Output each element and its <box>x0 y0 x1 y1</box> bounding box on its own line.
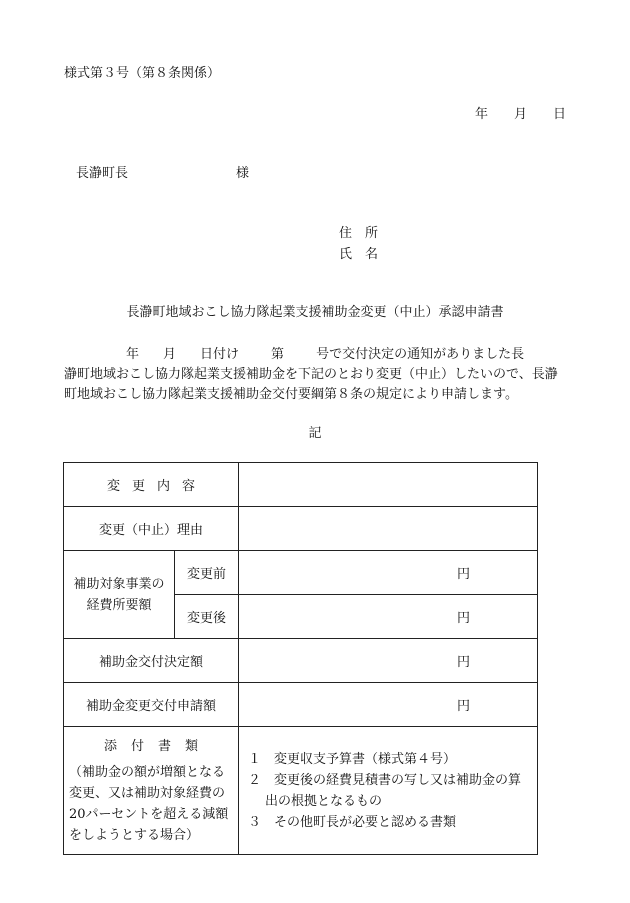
change-reason-label: 変更（中止）理由 <box>64 507 239 551</box>
yen-unit: 円 <box>456 655 470 670</box>
yen-unit: 円 <box>456 567 470 582</box>
attachment-item-1: １ 変更収支予算書（様式第４号） <box>248 751 457 767</box>
table-row <box>64 727 538 855</box>
subsidy-cost-label: 補助対象事業の 経費所要額 <box>64 551 175 639</box>
attachments-list <box>239 727 538 855</box>
addressee-suffix: 様 <box>236 166 250 181</box>
attachments-note-3: 20パーセントを超える減額 <box>69 807 229 822</box>
body-dated: 日付け <box>200 347 240 362</box>
table-row <box>64 639 538 683</box>
before-change-amount-field[interactable] <box>239 551 538 595</box>
attachments-note-1: （補助金の額が増額となる <box>69 765 226 780</box>
table-row <box>64 551 538 595</box>
yen-unit: 円 <box>456 699 470 714</box>
decision-amount-field[interactable] <box>239 639 538 683</box>
addressee: 長瀞町長 <box>76 166 129 181</box>
address-label: 住 所 <box>339 226 379 241</box>
date-month: 月 <box>513 107 527 122</box>
change-content-label: 変更内容 <box>64 463 239 507</box>
body-line-1 <box>64 345 574 365</box>
attachment-item-2-cont: 出の根拠となるもの <box>265 793 383 809</box>
body-month: 月 <box>163 347 177 362</box>
application-table <box>63 462 538 855</box>
attachments-note-4: をしようとする場合） <box>69 828 200 843</box>
attachment-item-3: ３ その他町長が必要と認める書類 <box>248 814 457 830</box>
attachments-label <box>64 727 239 855</box>
change-request-amount-field[interactable] <box>239 683 538 727</box>
decision-amount-label: 補助金交付決定額 <box>64 639 239 683</box>
date-line <box>475 108 566 121</box>
body-text <box>64 345 574 405</box>
document-title: 長瀞町地域おこし協力隊起業支援補助金変更（中止）承認申請書 <box>126 305 504 320</box>
body-no-prefix: 第 <box>271 347 285 362</box>
change-content-field[interactable] <box>239 463 538 507</box>
table-row <box>64 683 538 727</box>
ki-heading: 記 <box>308 426 322 441</box>
attachments-title: 添付書類 <box>103 739 212 754</box>
attachments-note-2: 変更、又は補助対象経費の <box>69 786 226 801</box>
name-label: 氏 名 <box>339 247 379 262</box>
change-request-amount-label: 補助金変更交付申請額 <box>64 683 239 727</box>
after-change-label: 変更後 <box>175 595 239 639</box>
body-year: 年 <box>126 347 140 362</box>
table-row <box>64 463 538 507</box>
body-line-3: 町地域おこし協力隊起業支援補助金交付要綱第８条の規定により申請します。 <box>64 387 518 402</box>
yen-unit: 円 <box>456 611 470 626</box>
change-reason-field[interactable] <box>239 507 538 551</box>
attachment-item-2: ２ 変更後の経費見積書の写し又は補助金の算 <box>248 772 522 788</box>
body-line1-rest: 号で交付決定の通知がありました長 <box>316 347 525 362</box>
date-day: 日 <box>552 107 566 122</box>
after-change-amount-field[interactable] <box>239 595 538 639</box>
date-year: 年 <box>474 107 488 122</box>
body-line-2: 瀞町地域おこし協力隊起業支援補助金を下記のとおり変更（中止）したいので、長瀞 <box>64 367 558 382</box>
before-change-label: 変更前 <box>175 551 239 595</box>
table-row <box>64 507 538 551</box>
form-number: 様式第３号（第８条関係） <box>64 66 221 81</box>
